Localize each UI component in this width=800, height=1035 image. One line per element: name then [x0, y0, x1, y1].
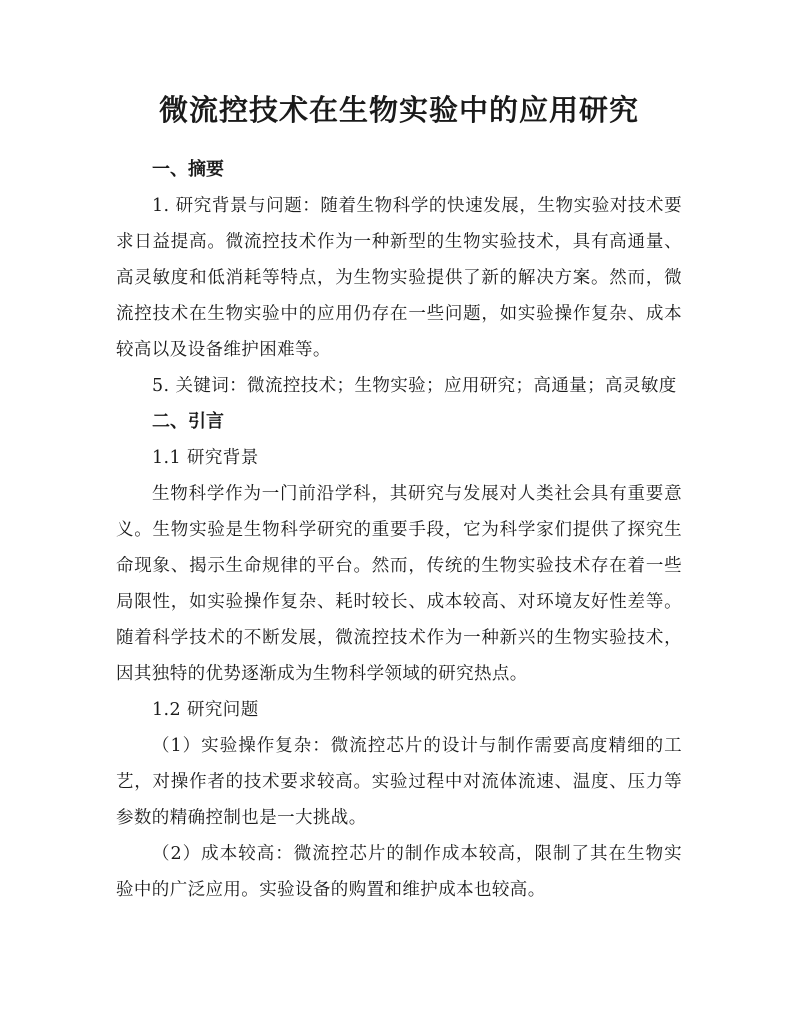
abstract-paragraph-keywords: 5. 关键词：微流控技术；生物实验；应用研究；高通量；高灵敏度: [152, 376, 677, 396]
document-title: 微流控技术在生物实验中的应用研究: [158, 93, 639, 127]
document-page: [116, 88, 682, 908]
problem-subheading: 1.2 研究问题: [152, 700, 259, 720]
background-subheading: 1.1 研究背景: [152, 448, 259, 468]
problem-paragraph-2: （2）成本较高：微流控芯片的制作成本较高，限制了其在生物实验中的广泛应用。实验设备的购置和维护成本也较高。: [116, 844, 682, 900]
abstract-heading: 一、摘要: [152, 159, 224, 180]
background-paragraph: 生物科学作为一门前沿学科，其研究与发展对人类社会具有重要意义。生物实验是生物科学研究的重要手段，它为科学家们提供了探究生命现象、揭示生命规律的平台。然而，传统的生物实验技术存在着一些局限性，如实验操作复杂、耗时较长、成本较高、对环境友好性差等。随着科学技术的不断发展，微流控技术作为一种新兴的生物实验技术，因其独特的优势逐渐成为生物科学领域的研究热点。: [116, 484, 682, 684]
abstract-paragraph-background: 1. 研究背景与问题：随着生物科学的快速发展，生物实验对技术要求日益提高。微流控技术作为一种新型的生物实验技术，具有高通量、高灵敏度和低消耗等特点，为生物实验提供了新的解决方案。然而，微流控技术在生物实验中的应用仍存在一些问题，如实验操作复杂、成本较高以及设备维护困难等。: [116, 196, 682, 360]
problem-paragraph-1: （1）实验操作复杂：微流控芯片的设计与制作需要高度精细的工艺，对操作者的技术要求较高。实验过程中对流体流速、温度、压力等参数的精确控制也是一大挑战。: [116, 736, 682, 828]
intro-heading: 二、引言: [152, 411, 224, 432]
